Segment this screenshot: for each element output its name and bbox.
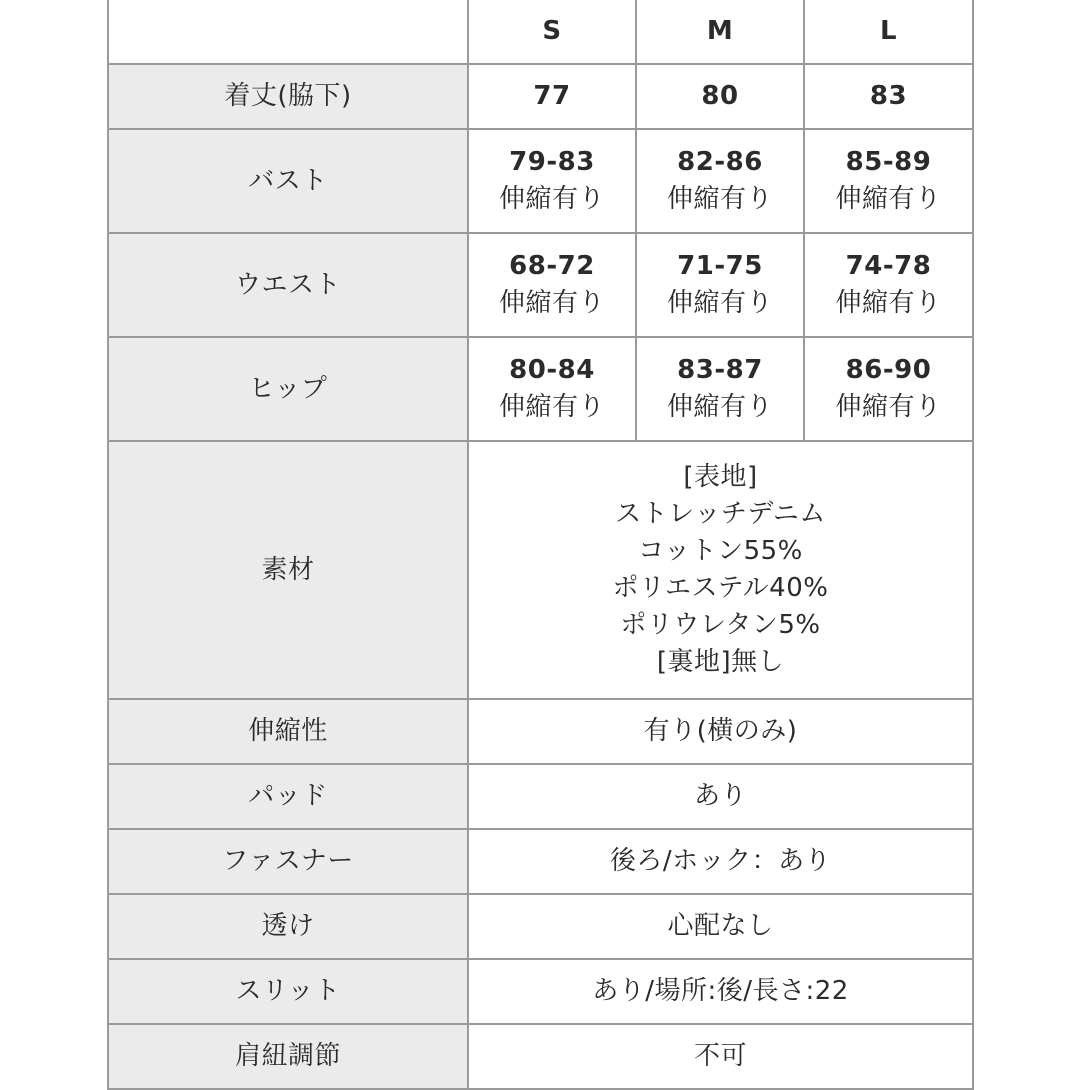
hip-note-l: 伸縮有り bbox=[835, 392, 942, 422]
hip-row bbox=[108, 337, 973, 441]
hip-value-l: 86-90 bbox=[845, 355, 932, 385]
sheer-value: 心配なし bbox=[468, 894, 973, 959]
corner-cell bbox=[108, 0, 468, 64]
length-value-s: 77 bbox=[468, 64, 636, 129]
bust-label: バスト bbox=[108, 129, 468, 233]
bust-note-m: 伸縮有り bbox=[666, 184, 773, 214]
material-line-fabric: ストレッチデニム bbox=[615, 499, 826, 529]
waist-value-s: 68-72 bbox=[509, 251, 595, 281]
slit-label: スリット bbox=[108, 959, 468, 1024]
hip-label: ヒップ bbox=[108, 337, 468, 441]
bust-cell-l bbox=[804, 129, 973, 233]
material-row bbox=[108, 441, 973, 699]
length-value-l: 83 bbox=[804, 64, 973, 129]
size-chart-table bbox=[107, 0, 974, 1090]
pad-row bbox=[108, 764, 973, 829]
bust-cell-s bbox=[468, 129, 636, 233]
material-line-cotton: コットン55% bbox=[638, 536, 803, 566]
strap-label: 肩紐調節 bbox=[108, 1024, 468, 1089]
hip-cell-m bbox=[636, 337, 804, 441]
hip-note-s: 伸縮有り bbox=[498, 392, 605, 422]
pad-value: あり bbox=[468, 764, 973, 829]
fastener-row bbox=[108, 829, 973, 894]
hip-value-s: 80-84 bbox=[509, 355, 595, 385]
material-label: 素材 bbox=[108, 441, 468, 699]
bust-note-l: 伸縮有り bbox=[835, 184, 942, 214]
size-header-m: M bbox=[636, 0, 804, 64]
pad-label: パッド bbox=[108, 764, 468, 829]
bust-value-s: 79-83 bbox=[509, 147, 595, 177]
waist-cell-l bbox=[804, 233, 973, 337]
waist-note-l: 伸縮有り bbox=[835, 288, 942, 318]
material-line-lining: [裏地]無し bbox=[656, 647, 785, 677]
strap-value: 不可 bbox=[468, 1024, 973, 1089]
bust-value-l: 85-89 bbox=[845, 147, 932, 177]
hip-note-m: 伸縮有り bbox=[666, 392, 773, 422]
size-header-s: S bbox=[468, 0, 636, 64]
hip-cell-s bbox=[468, 337, 636, 441]
slit-value: あり/場所:後/長さ:22 bbox=[468, 959, 973, 1024]
length-row bbox=[108, 64, 973, 129]
fastener-value: 後ろ/ホック：あり bbox=[468, 829, 973, 894]
hip-value-m: 83-87 bbox=[677, 355, 763, 385]
bust-row bbox=[108, 129, 973, 233]
material-cell bbox=[468, 441, 973, 699]
bust-value-m: 82-86 bbox=[677, 147, 763, 177]
material-line-polyurethane: ポリウレタン5% bbox=[620, 610, 821, 640]
length-value-m: 80 bbox=[636, 64, 804, 129]
waist-cell-m bbox=[636, 233, 804, 337]
sheer-label: 透け bbox=[108, 894, 468, 959]
strap-row bbox=[108, 1024, 973, 1089]
waist-value-l: 74-78 bbox=[845, 251, 932, 281]
hip-cell-l bbox=[804, 337, 973, 441]
material-line-outer: [表地] bbox=[683, 462, 758, 492]
stretch-row bbox=[108, 699, 973, 764]
waist-value-m: 71-75 bbox=[677, 251, 763, 281]
bust-note-s: 伸縮有り bbox=[498, 184, 605, 214]
size-header-l: L bbox=[804, 0, 973, 64]
waist-note-s: 伸縮有り bbox=[498, 288, 605, 318]
waist-row bbox=[108, 233, 973, 337]
fastener-label: ファスナー bbox=[108, 829, 468, 894]
stretch-value: 有り(横のみ) bbox=[468, 699, 973, 764]
waist-note-m: 伸縮有り bbox=[666, 288, 773, 318]
length-label: 着丈(脇下) bbox=[108, 64, 468, 129]
material-line-polyester: ポリエステル40% bbox=[612, 573, 829, 603]
slit-row bbox=[108, 959, 973, 1024]
header-row bbox=[108, 0, 973, 64]
bust-cell-m bbox=[636, 129, 804, 233]
waist-cell-s bbox=[468, 233, 636, 337]
stretch-label: 伸縮性 bbox=[108, 699, 468, 764]
sheer-row bbox=[108, 894, 973, 959]
waist-label: ウエスト bbox=[108, 233, 468, 337]
